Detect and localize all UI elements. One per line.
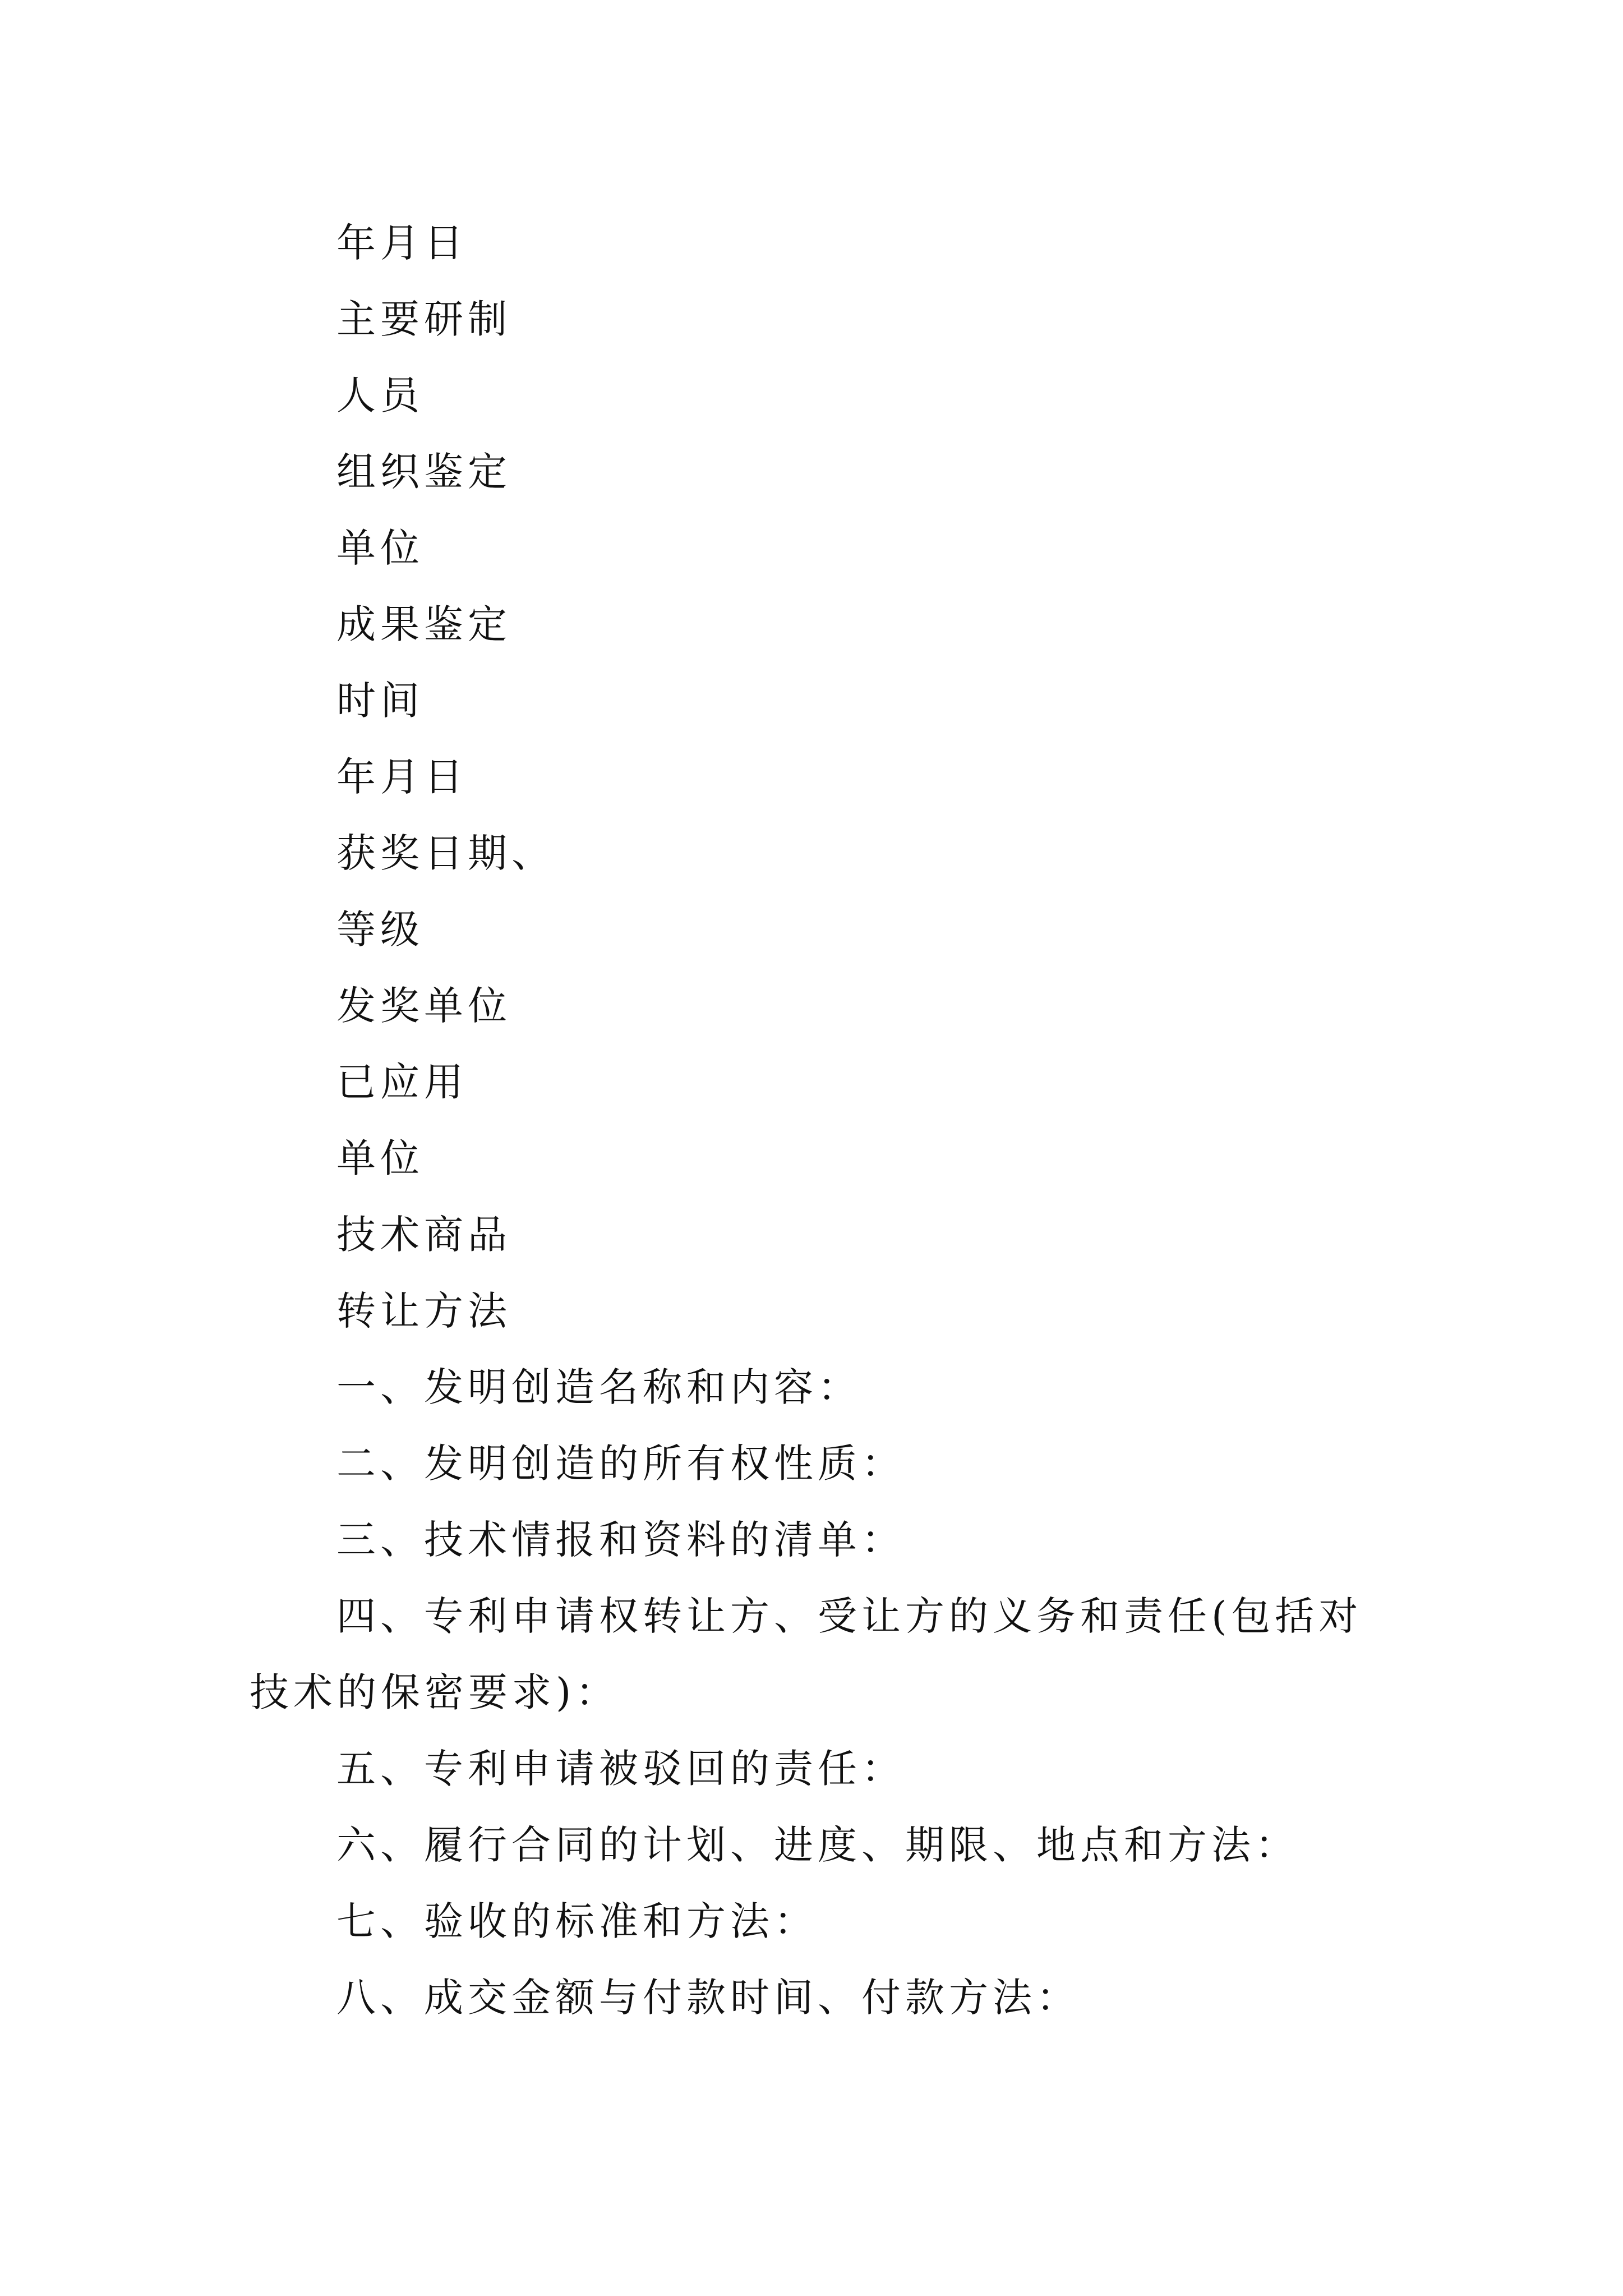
section-heading-4-continued: 技术的保密要求)： [250, 1669, 620, 1715]
section-heading-7: 七、验收的标准和方法： [336, 1898, 818, 1944]
text-line: 年月日 [336, 220, 468, 266]
text-line: 单位 [336, 525, 424, 571]
text-line: 组织鉴定 [336, 449, 511, 495]
text-line: 已应用 [336, 1059, 468, 1105]
text-line: 单位 [336, 1135, 424, 1181]
text-line: 成果鉴定 [336, 601, 511, 647]
section-heading-4: 四、专利申请权转让方、受让方的义务和责任(包括对 [336, 1593, 1363, 1639]
section-heading-3: 三、技术情报和资料的清单： [336, 1517, 905, 1563]
text-line: 技术商品 [336, 1212, 511, 1258]
section-heading-2: 二、发明创造的所有权性质： [336, 1441, 905, 1487]
text-line: 转让方法 [336, 1288, 511, 1334]
text-line: 等级 [336, 907, 424, 953]
text-line: 发奖单位 [336, 983, 511, 1029]
text-line: 年月日 [336, 754, 468, 800]
text-line: 时间 [336, 678, 424, 724]
section-heading-1: 一、发明创造名称和内容： [336, 1364, 861, 1410]
section-heading-5: 五、专利申请被驳回的责任： [336, 1746, 905, 1792]
text-line: 获奖日期、 [336, 830, 555, 876]
text-line: 主要研制 [336, 296, 511, 342]
section-heading-8: 八、成交金额与付款时间、付款方法： [336, 1975, 1080, 2021]
text-line: 人员 [336, 372, 424, 418]
section-heading-6: 六、履行合同的计划、进度、期限、地点和方法： [336, 1822, 1299, 1868]
